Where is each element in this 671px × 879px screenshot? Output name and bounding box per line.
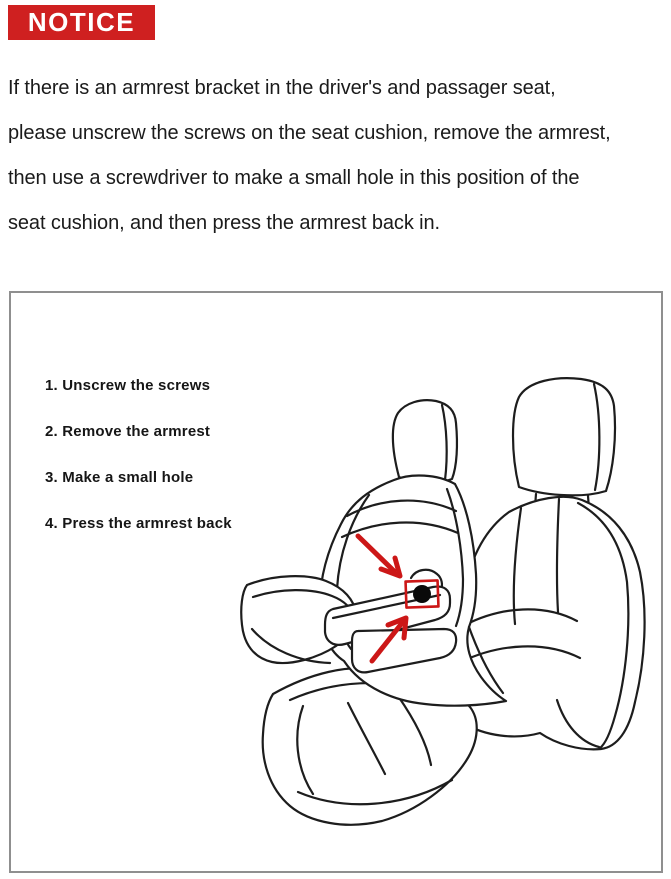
intro-paragraph xyxy=(8,66,611,246)
notice-banner xyxy=(8,5,155,40)
step-3: 3. Make a small hole xyxy=(45,469,194,486)
intro-line-2: please unscrew the screws on the seat cushion, remove the armrest, xyxy=(8,122,611,144)
instruction-panel xyxy=(9,291,663,873)
intro-line-3: then use a screwdriver to make a small hole in this position of the xyxy=(8,167,580,189)
intro-line-1: If there is an armrest bracket in the driver's and passager seat, xyxy=(8,77,556,99)
steps-list xyxy=(45,377,232,561)
notice-label: NOTICE xyxy=(27,7,136,37)
intro-line-4: seat cushion, and then press the armrest back in. xyxy=(8,212,441,234)
step-1: 1. Unscrew the screws xyxy=(45,377,211,394)
step-4: 4. Press the armrest back xyxy=(45,515,232,532)
step-2: 2. Remove the armrest xyxy=(45,423,211,440)
